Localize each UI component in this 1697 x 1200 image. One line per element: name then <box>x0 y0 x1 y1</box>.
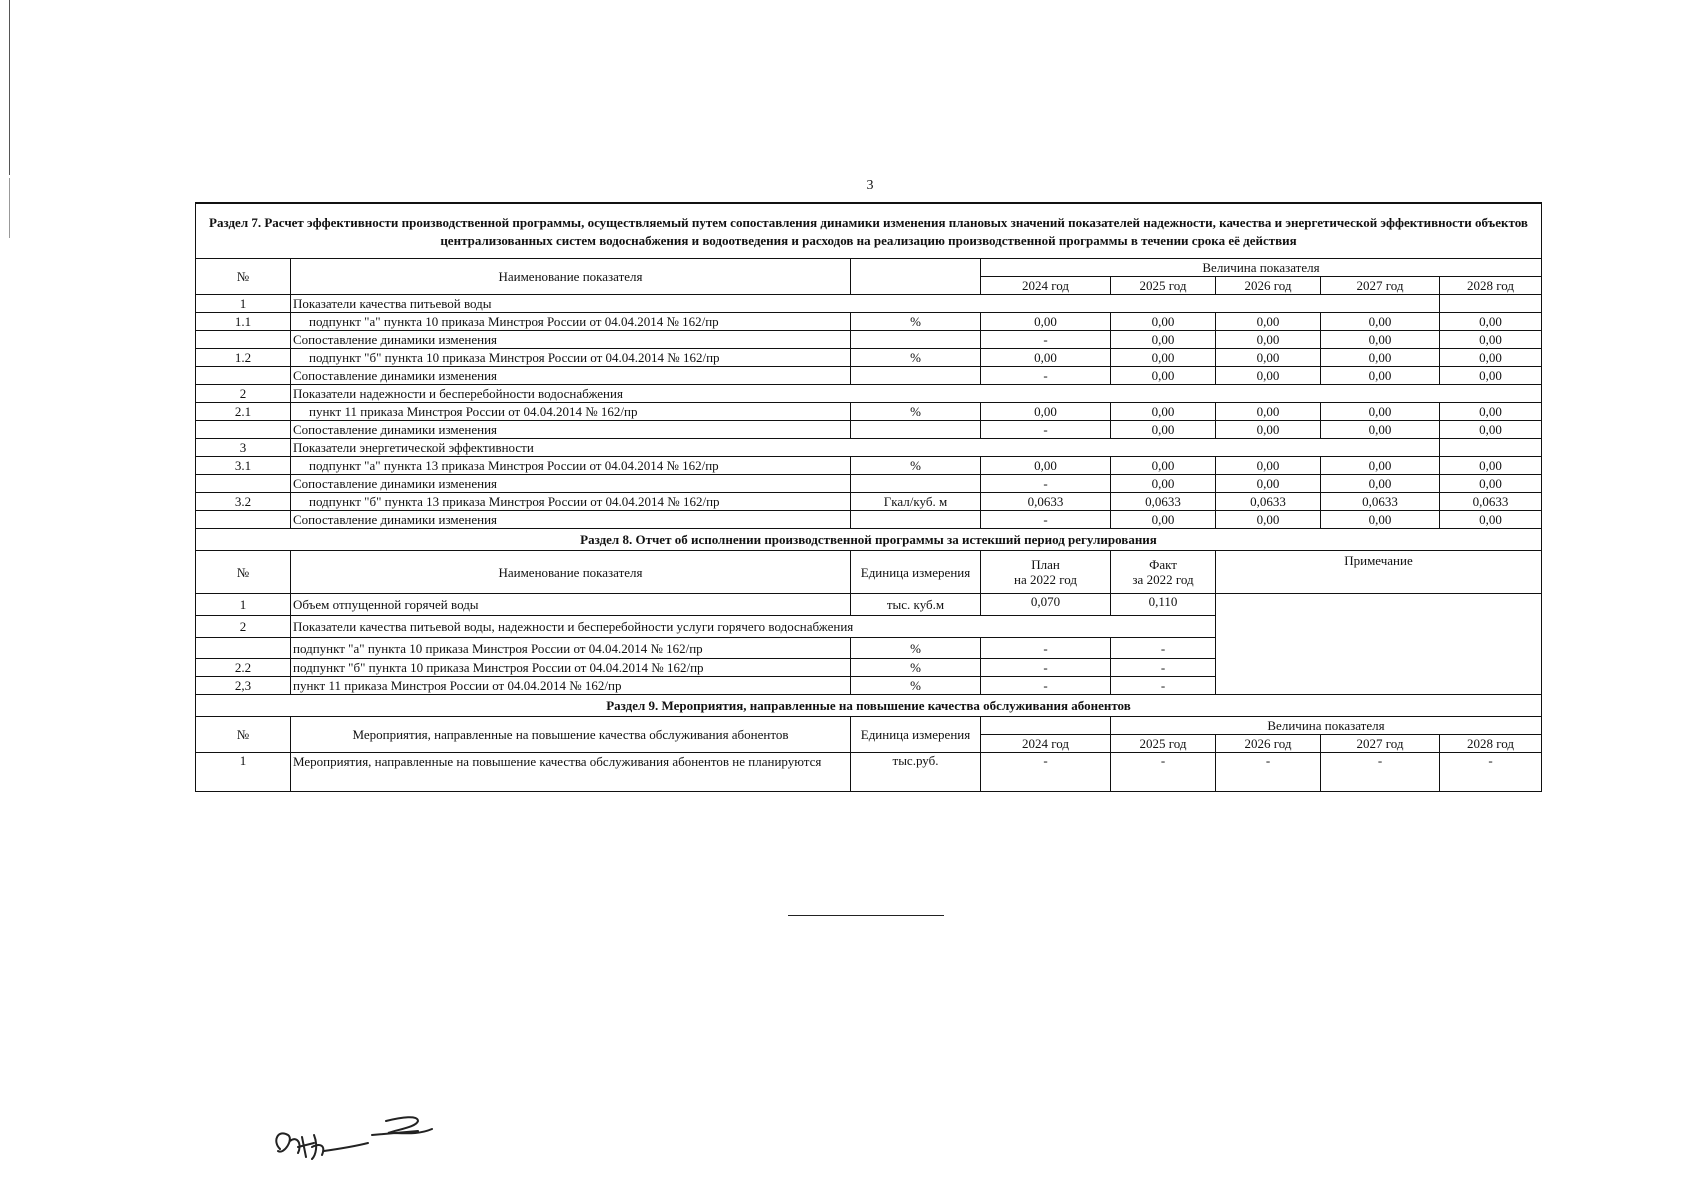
row-value: 0,00 <box>1111 421 1216 439</box>
row-unit: % <box>851 677 981 695</box>
row-value: 0,00 <box>1111 367 1216 385</box>
table-row <box>196 313 1542 331</box>
table-row <box>196 295 1542 313</box>
row-value: 0,00 <box>1321 313 1440 331</box>
value-group-header: Величина показателя <box>1111 717 1542 735</box>
row-value: - <box>1216 753 1321 792</box>
scan-edge-line <box>9 0 10 175</box>
row-name: Сопоставление динамики изменения <box>291 511 851 529</box>
row-unit <box>851 331 981 349</box>
row-value: 0,00 <box>1111 313 1216 331</box>
table-row <box>196 475 1542 493</box>
row-num <box>196 421 291 439</box>
row-value: 0,00 <box>1440 403 1542 421</box>
row-value: 0,00 <box>1216 421 1321 439</box>
col-name-header: Наименование показателя <box>291 551 851 594</box>
row-num <box>196 638 291 659</box>
table-row <box>196 331 1542 349</box>
row-value: 0,00 <box>1321 511 1440 529</box>
row-value: 0,00 <box>1440 367 1542 385</box>
row-value: 0,0633 <box>1111 493 1216 511</box>
row-value: 0,00 <box>1216 313 1321 331</box>
table-row <box>196 753 1542 792</box>
row-unit: тыс.руб. <box>851 753 981 792</box>
row-value: - <box>981 421 1111 439</box>
year-header: 2024 год <box>981 735 1111 753</box>
row-value: 0,00 <box>1440 349 1542 367</box>
row-unit: % <box>851 349 981 367</box>
section9-title: Раздел 9. Мероприятия, направленные на повышение качества обслуживания абонентов <box>196 695 1542 717</box>
row-unit: тыс. куб.м <box>851 594 981 616</box>
table-row <box>196 457 1542 475</box>
year-header: 2025 год <box>1111 735 1216 753</box>
year-header: 2027 год <box>1321 277 1440 295</box>
year-header: 2028 год <box>1440 735 1542 753</box>
col-num-header: № <box>196 717 291 753</box>
row-value: 0,00 <box>1216 349 1321 367</box>
table-row <box>196 349 1542 367</box>
row-value: 0,00 <box>1321 421 1440 439</box>
row-name: подпункт "а" пункта 10 приказа Минстроя России от 04.04.2014 № 162/пр <box>291 313 851 331</box>
row-value: - <box>981 753 1111 792</box>
row-value: 0,00 <box>1111 331 1216 349</box>
row-value: 0,00 <box>1321 403 1440 421</box>
col-unit-header: Единица измерения <box>851 551 981 594</box>
row-num: 2 <box>196 385 291 403</box>
row-unit: % <box>851 403 981 421</box>
row-value: 0,0633 <box>1321 493 1440 511</box>
fact-header-line1: Факт <box>1149 557 1177 572</box>
row-name: Сопоставление динамики изменения <box>291 421 851 439</box>
row-value: - <box>1321 753 1440 792</box>
row-value: 0,0633 <box>981 493 1111 511</box>
row-value: 0,00 <box>1216 511 1321 529</box>
row-num: 3.2 <box>196 493 291 511</box>
row-name: Показатели качества питьевой воды, надежности и бесперебойности услуги горячего водоснабжения <box>291 616 1216 638</box>
row-value: 0,00 <box>1440 457 1542 475</box>
row-fact: - <box>1111 638 1216 659</box>
row-fact: 0,110 <box>1111 594 1216 616</box>
row-num <box>196 331 291 349</box>
table-row <box>196 385 1542 403</box>
row-fact: - <box>1111 659 1216 677</box>
row-value: 0,00 <box>981 349 1111 367</box>
report-frame <box>195 202 1541 792</box>
row-name: пункт 11 приказа Минстроя России от 04.04.2014 № 162/пр <box>291 403 851 421</box>
row-num: 2.1 <box>196 403 291 421</box>
row-unit: % <box>851 638 981 659</box>
row-value: 0,00 <box>1111 511 1216 529</box>
row-value: 0,00 <box>1216 367 1321 385</box>
table-row <box>196 594 1542 616</box>
col-num-header: № <box>196 259 291 295</box>
row-value: 0,0633 <box>1440 493 1542 511</box>
table-row <box>196 421 1542 439</box>
plan-header-line2: на 2022 год <box>1014 572 1077 587</box>
row-value: 0,00 <box>1111 349 1216 367</box>
row-unit: Гкал/куб. м <box>851 493 981 511</box>
section7-table <box>195 202 1542 792</box>
row-value: 0,00 <box>1440 331 1542 349</box>
row-num <box>196 511 291 529</box>
year-header: 2026 год <box>1216 277 1321 295</box>
row-name: подпункт "б" пункта 10 приказа Минстроя России от 04.04.2014 № 162/пр <box>291 349 851 367</box>
row-unit: % <box>851 457 981 475</box>
row-value: 0,00 <box>1216 475 1321 493</box>
row-name: Показатели качества питьевой воды <box>291 295 1440 313</box>
col-name-header: Наименование показателя <box>291 259 851 295</box>
row-num: 1.2 <box>196 349 291 367</box>
row-value: 0,00 <box>1440 313 1542 331</box>
row-value: 0,00 <box>1440 511 1542 529</box>
row-value: 0,00 <box>981 457 1111 475</box>
row-name: подпункт "а" пункта 13 приказа Минстроя России от 04.04.2014 № 162/пр <box>291 457 851 475</box>
section8-title: Раздел 8. Отчет об исполнении производственной программы за истекший период регулирования <box>196 529 1542 551</box>
col-num-header: № <box>196 551 291 594</box>
row-value: 0,00 <box>1440 475 1542 493</box>
year-header: 2026 год <box>1216 735 1321 753</box>
row-num: 1 <box>196 594 291 616</box>
row-num: 3 <box>196 439 291 457</box>
header-empty-cell <box>981 717 1111 735</box>
year-header: 2028 год <box>1440 277 1542 295</box>
row-value: 0,00 <box>1216 457 1321 475</box>
row-name: подпункт "б" пункта 10 приказа Минстроя России от 04.04.2014 № 162/пр <box>291 659 851 677</box>
row-empty-cell <box>1440 295 1542 313</box>
row-value: 0,00 <box>981 313 1111 331</box>
row-value: - <box>1111 753 1216 792</box>
table-row <box>196 439 1542 457</box>
row-num: 2.2 <box>196 659 291 677</box>
col-name-header: Мероприятия, направленные на повышение качества обслуживания абонентов <box>291 717 851 753</box>
fact-header-line2: за 2022 год <box>1132 572 1194 587</box>
row-plan: - <box>981 638 1111 659</box>
table-row <box>196 403 1542 421</box>
row-empty-cell <box>1440 439 1542 457</box>
row-unit: % <box>851 659 981 677</box>
row-plan: - <box>981 677 1111 695</box>
col-unit-header: Единица измерения <box>851 717 981 753</box>
note-cell <box>1216 594 1542 695</box>
row-name: Объем отпущенной горячей воды <box>291 594 851 616</box>
row-value: 0,00 <box>1216 403 1321 421</box>
row-num: 2 <box>196 616 291 638</box>
handwritten-signature <box>268 1105 478 1175</box>
row-value: 0,00 <box>1111 457 1216 475</box>
row-plan: - <box>981 659 1111 677</box>
row-name: подпункт "б" пункта 13 приказа Минстроя России от 04.04.2014 № 162/пр <box>291 493 851 511</box>
row-value: 0,00 <box>1321 331 1440 349</box>
row-value: - <box>981 511 1111 529</box>
page-number: 3 <box>866 178 874 193</box>
table-row <box>196 493 1542 511</box>
row-num: 1 <box>196 295 291 313</box>
fact-header <box>1111 551 1216 594</box>
row-name: Показатели энергетической эффективности <box>291 439 1440 457</box>
year-header: 2025 год <box>1111 277 1216 295</box>
row-num: 2,3 <box>196 677 291 695</box>
table-row <box>196 511 1542 529</box>
row-value: - <box>981 475 1111 493</box>
row-value: - <box>1440 753 1542 792</box>
row-num: 3.1 <box>196 457 291 475</box>
plan-header-line1: План <box>1031 557 1060 572</box>
row-num: 1 <box>196 753 291 792</box>
col-unit-header <box>851 259 981 295</box>
row-value: 0,00 <box>1440 421 1542 439</box>
row-value: 0,00 <box>981 403 1111 421</box>
row-value: 0,0633 <box>1216 493 1321 511</box>
year-header: 2024 год <box>981 277 1111 295</box>
row-value: - <box>981 367 1111 385</box>
row-num: 1.1 <box>196 313 291 331</box>
row-value: 0,00 <box>1216 331 1321 349</box>
year-header: 2027 год <box>1321 735 1440 753</box>
row-name: Показатели надежности и бесперебойности водоснабжения <box>291 385 1542 403</box>
row-num <box>196 475 291 493</box>
row-name: Мероприятия, направленные на повышение качества обслуживания абонентов не планируются <box>291 753 851 792</box>
row-value: 0,00 <box>1321 367 1440 385</box>
plan-header <box>981 551 1111 594</box>
row-name: подпункт "а" пункта 10 приказа Минстроя России от 04.04.2014 № 162/пр <box>291 638 851 659</box>
row-value: 0,00 <box>1111 403 1216 421</box>
table-row <box>196 367 1542 385</box>
row-value: 0,00 <box>1321 457 1440 475</box>
row-name: Сопоставление динамики изменения <box>291 475 851 493</box>
row-unit <box>851 421 981 439</box>
row-value: 0,00 <box>1111 475 1216 493</box>
row-name: Сопоставление динамики изменения <box>291 367 851 385</box>
row-unit: % <box>851 313 981 331</box>
row-num <box>196 367 291 385</box>
separator-line <box>788 915 944 916</box>
row-unit <box>851 367 981 385</box>
row-plan: 0,070 <box>981 594 1111 616</box>
row-value: - <box>981 331 1111 349</box>
row-unit <box>851 475 981 493</box>
value-group-header: Величина показателя <box>981 259 1542 277</box>
row-fact: - <box>1111 677 1216 695</box>
row-unit <box>851 511 981 529</box>
section7-title: Раздел 7. Расчет эффективности производственной программы, осуществляемый путем сопоставления динамики изменения плановых значений показателей надежности, качества и энергетической эффективности объектов централизованных систем водоснабжения и водоотведения и расходов на реализацию производственной программы в течении срока её действия <box>196 203 1542 259</box>
row-name: пункт 11 приказа Минстроя России от 04.04.2014 № 162/пр <box>291 677 851 695</box>
row-value: 0,00 <box>1321 349 1440 367</box>
row-value: 0,00 <box>1321 475 1440 493</box>
note-header: Примечание <box>1216 551 1542 594</box>
row-name: Сопоставление динамики изменения <box>291 331 851 349</box>
